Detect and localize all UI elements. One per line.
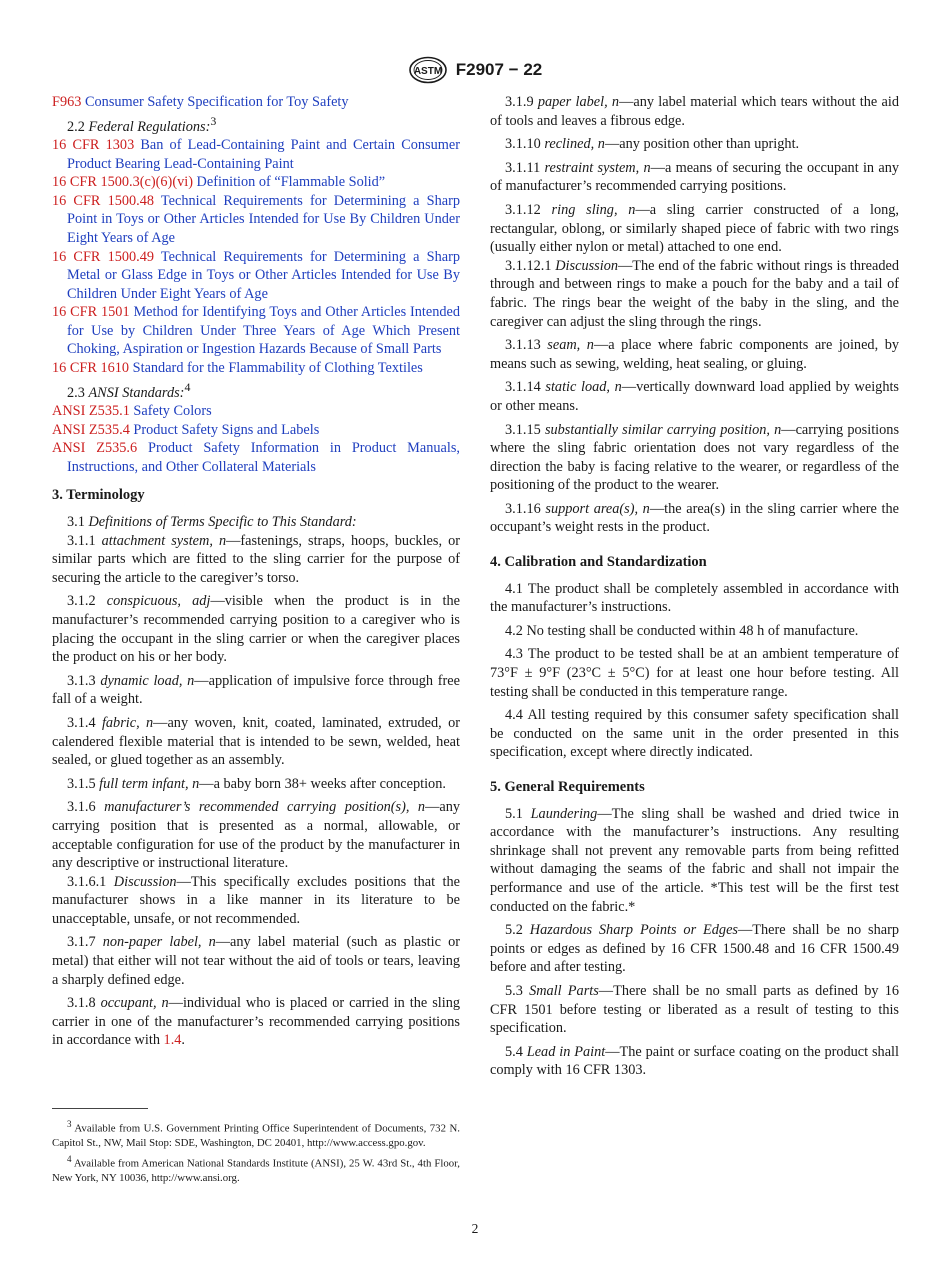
- footnotes: [52, 1108, 460, 1188]
- astm-logo-icon: [408, 56, 448, 84]
- reference-f963: [52, 93, 460, 112]
- reference-title[interactable]: Definition of “Flammable Solid”: [196, 174, 386, 191]
- footnote-ref-4[interactable]: 4: [184, 379, 191, 394]
- paragraph-5-3: 5.3 Small Parts—There shall be no small parts as defined by 16 CFR 1501 before testing or liberated as a result of testing to this specification.: [490, 982, 899, 1037]
- paragraph-3-1-2: 3.1.2 conspicuous, adj—visible when the product is in the manufacturer’s recommended carrying position to a caregiver who is placing the occupant in the sling carrier or when the caregiver places the product on his or her body.: [52, 593, 460, 666]
- reference-code[interactable]: 16 CFR 1610: [52, 360, 130, 377]
- page-header: [0, 56, 950, 84]
- paragraph-3-1-4: 3.1.4 fabric, n—any woven, knit, coated, laminated, extruded, or calendered flexible material that is intended to be sewn, welded, heat sealed, or glued together as an assembly.: [52, 714, 460, 769]
- reference-code[interactable]: ANSI Z535.4: [52, 421, 130, 438]
- paragraph-4-3: 4.3 The product to be tested shall be at an ambient temperature of 73°F ± 9°F (23°C ± 5°C) for at least one hour before testing. All testing shall be conducted in this temperature range.: [490, 646, 899, 700]
- reference-title[interactable]: Consumer Safety Specification for Toy Safety: [84, 94, 349, 110]
- paragraph-3-1-11: 3.1.11 restraint system, n—a means of securing the occupant in any of manufacturer’s recommended carrying positions.: [490, 159, 899, 195]
- footnote-ref-3[interactable]: 3: [210, 113, 217, 128]
- paragraph-3-1-1: 3.1.1 attachment system, n—fastenings, straps, hoops, buckles, or similar parts which are fitted to the sling carrier for the purpose of securing the article to the caregiver’s torso.: [52, 532, 460, 586]
- section-link-1-4[interactable]: 1.4: [163, 1032, 182, 1049]
- reference-title[interactable]: Ban of Lead-Containing Paint and Certain Consumer Product Bearing Lead-Containing Paint: [67, 136, 460, 172]
- reference-16cfr1500-3: [52, 173, 460, 192]
- paragraph-3-1-13: 3.1.13 seam, n—a place where fabric components are joined, by means such as sewing, welding, heat sealing, or gluing.: [490, 337, 899, 372]
- paragraph-3-1-6-1: 3.1.6.1 Discussion—This specifically excludes positions that the manufacturer shows in a like manner in its literature to be unacceptable, unsafe, or not recommended.: [52, 873, 461, 927]
- reference-title[interactable]: Standard for the Flammability of Clothing Textiles: [132, 360, 423, 377]
- reference-16cfr1500-49: [52, 248, 460, 304]
- reference-title[interactable]: Product Safety Information in Product Manuals, Instructions, and Other Collateral Materials: [67, 440, 460, 475]
- reference-code[interactable]: 16 CFR 1303: [52, 136, 135, 153]
- reference-code[interactable]: 16 CFR 1500.48: [52, 192, 155, 209]
- paragraph-3-1-12-1: 3.1.12.1 Discussion—The end of the fabric without rings is threaded through and between rings to make a pouch for the baby and a tail of fabric. The rings bear the weight of the baby in the sling, and the caregiver can adjust the sling through the rings.: [490, 257, 899, 330]
- reference-16cfr1610: [52, 359, 460, 378]
- ansi-standards-heading: 2.3 ANSI Standards:$^4$: [67, 379, 191, 401]
- footnote-4: $^4$ Available from American National Standards Institute (ANSI), 25 W. 43rd St., 4th Floor, New York, NY 10036, http://www.ansi.org.: [52, 1154, 460, 1185]
- footnote-divider: [52, 1108, 148, 1109]
- reference-code[interactable]: 16 CFR 1500.3(c)(6)(vi): [52, 174, 193, 191]
- paragraph-3-1-15: 3.1.15 substantially similar carrying position, n—carrying positions where the sling fabric orientation does not vary regardless of the direction the baby is facing relative to the wearer, or regardless of the positioning of the product to the wearer.: [490, 421, 900, 494]
- section-heading-calibration: 4. Calibration and Standardization: [490, 554, 707, 571]
- paragraph-4-1: 4.1 The product shall be completely assembled in accordance with the manufacturer’s instructions.: [490, 580, 899, 616]
- reference-16cfr1501: [52, 303, 460, 359]
- paragraph-3-1-3: 3.1.3 dynamic load, n—application of impulsive force through free fall of a weight.: [52, 672, 460, 708]
- reference-title[interactable]: Technical Requirements for Determining a Sharp Point in Toys or Other Articles Intended for Use By Children Under Eight Years of Age: [67, 192, 460, 246]
- paragraph-4-2: 4.2 No testing shall be conducted within 48 h of manufacture.: [505, 622, 859, 639]
- reference-16cfr1303: [52, 136, 460, 173]
- page-number: 2: [471, 1221, 479, 1236]
- reference-title[interactable]: Method for Identifying Toys and Other Articles Intended for Use by Children Under Three Years of Age Which Present Choking, Aspiration or Ingestion Hazards Because of Small Parts: [67, 304, 460, 358]
- paragraph-3-1-8: 3.1.8 occupant, n—individual who is placed or carried in the sling carrier in one of the manufacturer’s recommended carrying positions in accordance with 1.4.: [52, 995, 461, 1049]
- reference-ansi-z535-4: [52, 421, 460, 440]
- paragraph-3-1-9: 3.1.9 paper label, n—any label material which tears without the aid of tools and leaves a fibrous edge.: [490, 94, 899, 129]
- reference-code[interactable]: 16 CFR 1501: [52, 304, 130, 321]
- document-number: F2907 − 22: [455, 60, 543, 79]
- paragraph-5-4: 5.4 Lead in Paint—The paint or surface coating on the product shall comply with 16 CFR 1303.: [490, 1043, 899, 1079]
- federal-regulations-heading: 2.2 Federal Regulations:$^3$: [67, 113, 217, 135]
- reference-code[interactable]: ANSI Z535.6: [52, 440, 138, 457]
- reference-title[interactable]: Product Safety Signs and Labels: [133, 421, 320, 438]
- section-heading-terminology: 3. Terminology: [52, 487, 145, 504]
- paragraph-3-1-10: 3.1.10 reclined, n—any position other than upright.: [505, 136, 800, 153]
- reference-title[interactable]: Technical Requirements for Determining a Sharp Metal or Glass Edge in Toys or Other Articles Intended for Use By Children Under Eight Years of Age: [67, 248, 460, 302]
- reference-code[interactable]: F963: [52, 94, 82, 110]
- paragraph-3-1-14: 3.1.14 static load, n—vertically downward load applied by weights or other means.: [490, 379, 899, 414]
- reference-code[interactable]: 16 CFR 1500.49: [52, 248, 155, 265]
- reference-code[interactable]: ANSI Z535.1: [52, 403, 130, 420]
- reference-title[interactable]: Safety Colors: [133, 403, 212, 420]
- right-column: [490, 93, 899, 1085]
- paragraph-3-1-5: 3.1.5 full term infant, n—a baby born 38+ weeks after conception.: [67, 775, 446, 792]
- section-heading-general-requirements: 5. General Requirements: [490, 779, 645, 795]
- reference-ansi-z535-6: [52, 439, 460, 476]
- reference-ansi-z535-1: [52, 402, 460, 421]
- reference-16cfr1500-48: [52, 192, 460, 248]
- paragraph-3-1-16: 3.1.16 support area(s), n—the area(s) in the sling carrier where the occupant’s weight rests in the product.: [490, 500, 900, 536]
- paragraph-3-1-7: 3.1.7 non-paper label, n—any label material (such as plastic or metal) that either will not tear without the aid of tools or tears, leaving a sharply defined edge.: [52, 934, 460, 988]
- paragraph-3-1: 3.1 Definitions of Terms Specific to This Standard:: [67, 514, 357, 530]
- paragraph-5-2: 5.2 Hazardous Sharp Points or Edges—There shall be no sharp points or edges as defined by 16 CFR 1500.48 and 16 CFR 1500.49 before and after testing.: [490, 922, 899, 976]
- paragraph-3-1-6: 3.1.6 manufacturer’s recommended carrying position(s), n—any carrying position that is presented as a normal, allowable, or acceptable configuration for use of the product by the manufacturer in any descriptive or instructional literature.: [52, 799, 461, 872]
- left-column: [52, 93, 460, 1055]
- paragraph-4-4: 4.4 All testing required by this consumer safety specification shall be conducted on the same unit in the order presented in this specification, except where directly indicated.: [490, 707, 899, 761]
- paragraph-5-1: 5.1 Laundering—The sling shall be washed and dried twice in accordance with the manufacturer’s instructions. Any resulting shrinkage shall not prevent any removable parts from being refitted without damaging the seams of the fabric and shall not impair the performance and use of the article. *This test will be the first test conducted on the fabric.*: [490, 805, 899, 915]
- footnote-3: $^3$ Available from U.S. Government Printing Office Superintendent of Documents, 732 N. Capitol St., NW, Mail Stop: SDE, Washington, DC 20401, http://www.access.gpo.gov.: [52, 1119, 460, 1149]
- paragraph-3-1-12: 3.1.12 ring sling, n—a sling carrier constructed of a long, rectangular, oblong, or similarly shaped piece of fabric with two rings (usually either nylon or metal) attached to one end.: [490, 201, 899, 256]
- logo-text: ASTM: [413, 66, 442, 77]
